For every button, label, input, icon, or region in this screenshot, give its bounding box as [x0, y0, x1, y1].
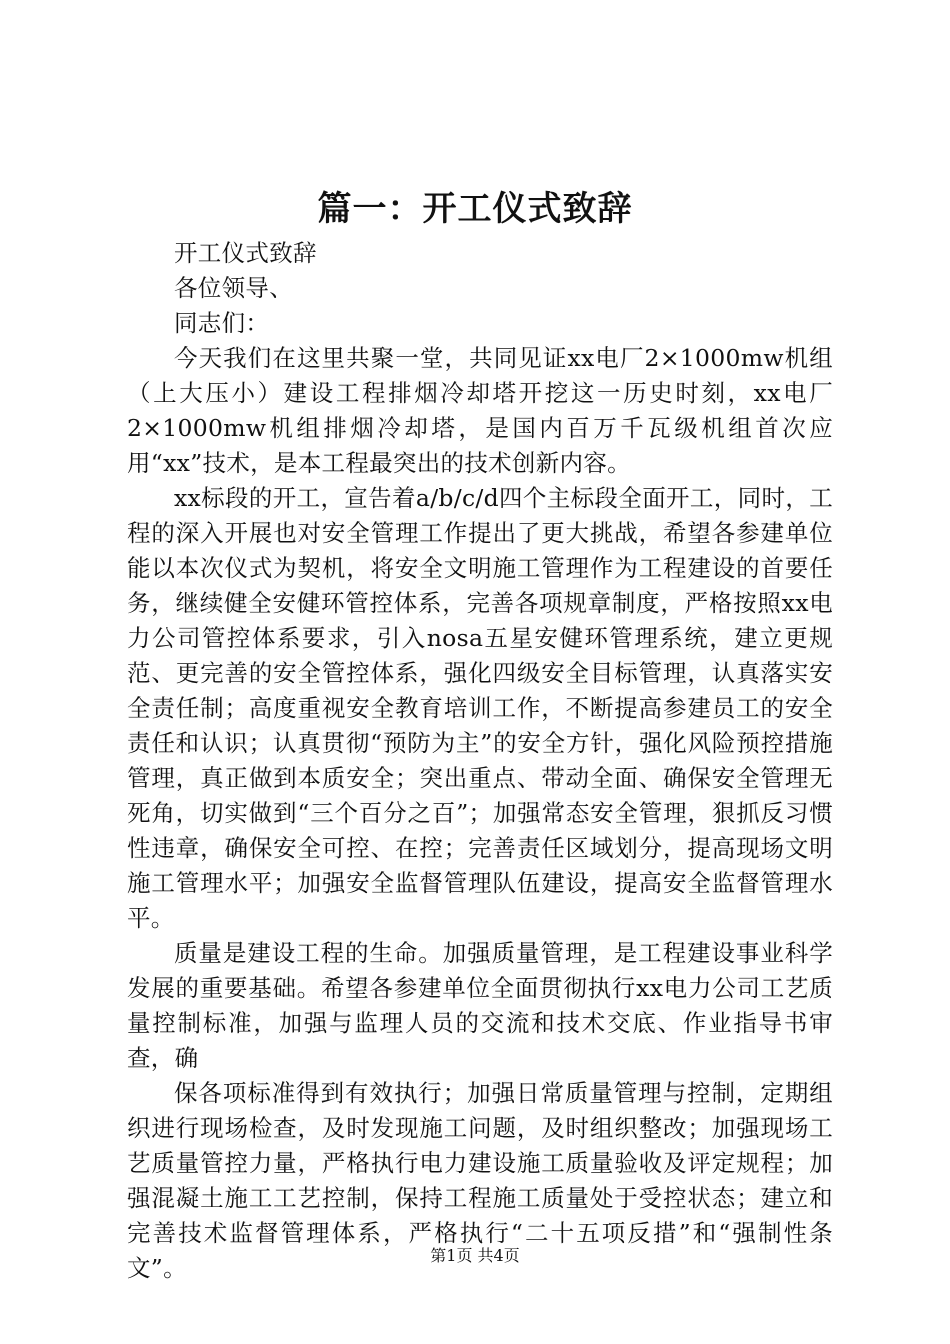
paragraph-salutation-comrades: 同志们： [174, 309, 270, 337]
paragraph-safety: xx标段的开工，宣告着a/b/c/d四个主标段全面开工，同时，工程的深入开展也对安全管理工作提出了更大挑战，希望各参建单位能以本次仪式为契机，将安全文明施工管理作为工程建设的首要任务，继续健全安健环管控体系，完善各项规章制度，严格按照xx电力公司管控体系要求，引入nosa五星安健环管理系统，建立更规范、更完善的安全管控体系，强化四级安全目标管理，认真落实安全责任制；高度重视安全教育培训工作，不断提高参建员工的安全责任和认识；认真贯彻“预防为主”的安全方针，强化风险预控措施管理，真正做到本质安全；突出重点、带动全面、确保安全管理无死角，切实做到“三个百分之百”；加强常态安全管理，狠抓反习惯性违章，确保安全可控、在控；完善责任区域划分，提高现场文明施工管理水平；加强安全监督管理队伍建设，提高安全监督管理水平。 [127, 484, 833, 932]
paragraph-salutation-leaders: 各位领导、 [174, 274, 293, 302]
paragraph-intro: 今天我们在这里共聚一堂，共同见证xx电厂2×1000mw机组（上大压小）建设工程排烟冷却塔开挖这一历史时刻，xx电厂2×1000mw机组排烟冷却塔，是国内百万千瓦级机组首次应用“xx”技术，是本工程最突出的技术创新内容。 [127, 344, 833, 477]
paragraph-heading: 开工仪式致辞 [174, 239, 317, 267]
document-body [127, 236, 833, 1286]
document-title: 篇一：开工仪式致辞 [317, 189, 633, 229]
paragraph-quality-continued: 保各项标准得到有效执行；加强日常质量管理与控制，定期组织进行现场检查，及时发现施工问题，及时组织整改；加强现场工艺质量管控力量，严格执行电力建设施工质量验收及评定规程；加强混凝土施工工艺控制，保持工程施工质量处于受控状态；建立和完善技术监督管理体系，严格执行“二十五项反措”和“强制性条文”。 [127, 1079, 833, 1282]
paragraph-quality: 质量是建设工程的生命。加强质量管理，是工程建设事业科学发展的重要基础。希望各参建单位全面贯彻执行xx电力公司工艺质量控制标准，加强与监理人员的交流和技术交底、作业指导书审查，确 [127, 939, 833, 1072]
page-number: 第1页 共4页 [430, 1246, 520, 1265]
